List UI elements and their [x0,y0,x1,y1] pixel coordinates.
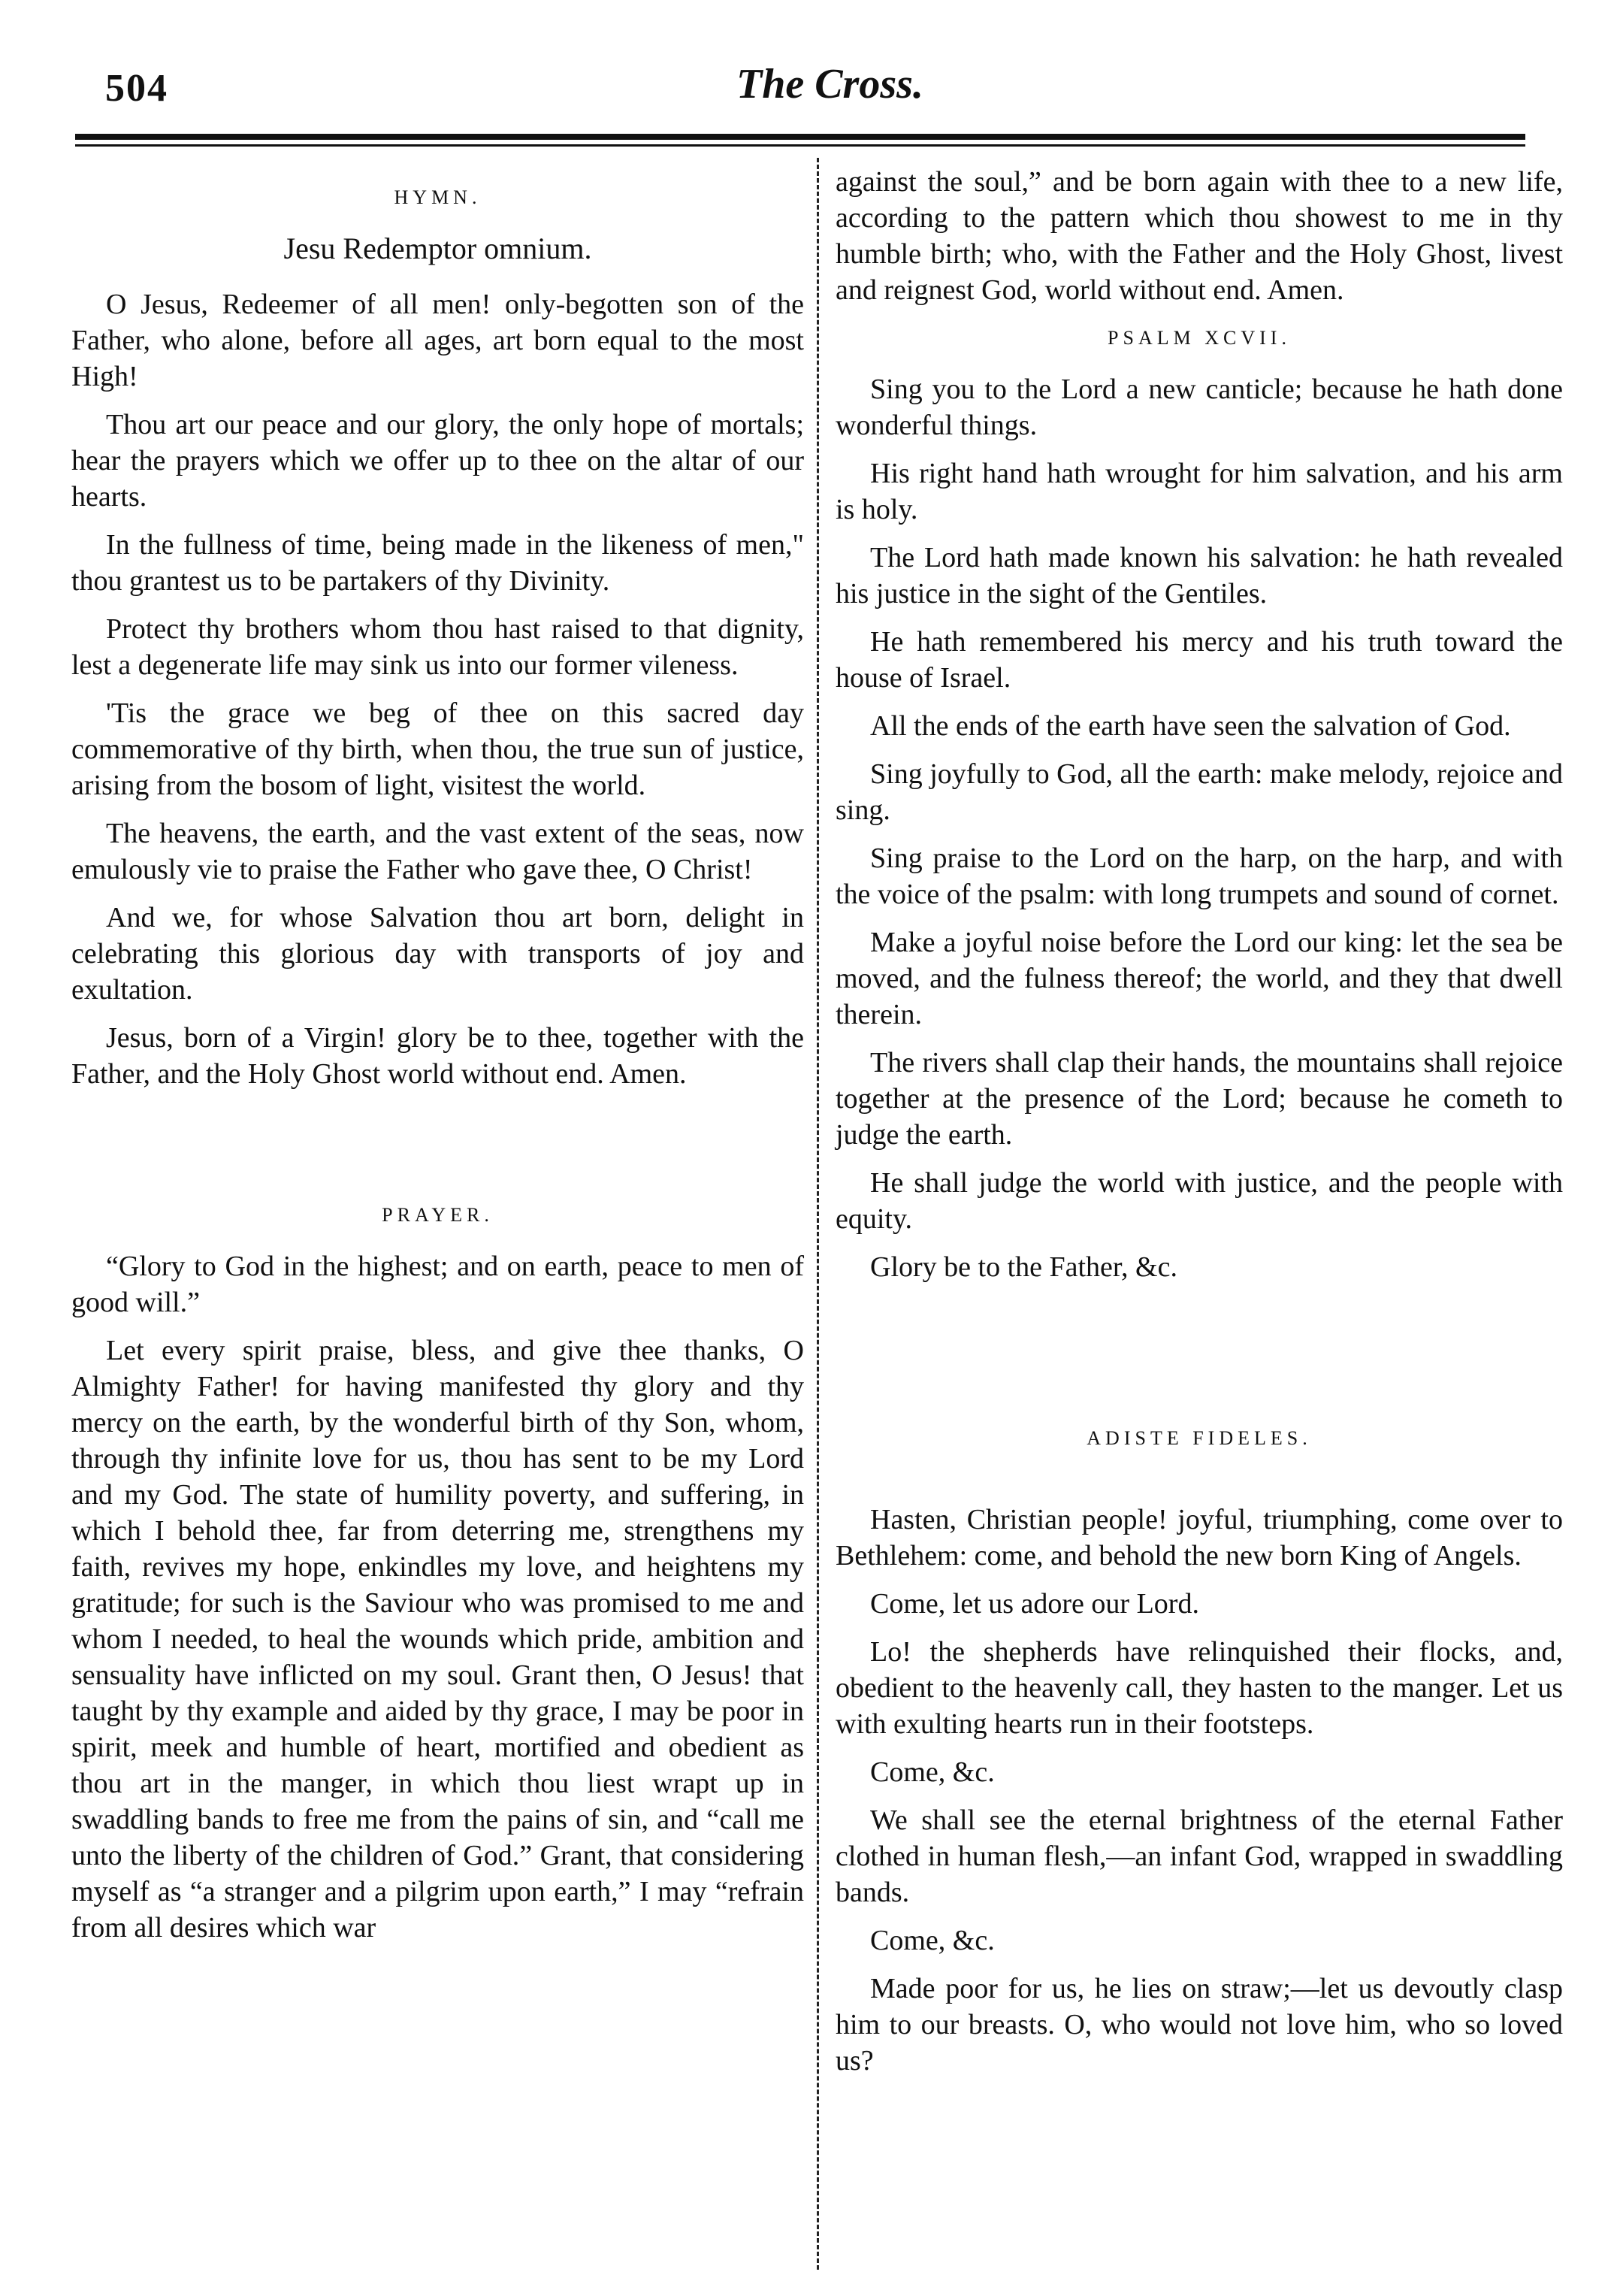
psalm-verse: The Lord hath made known his salvation: he hath revealed his justice in the sight of the Gentiles. [836,542,1563,610]
psalm-verse: All the ends of the earth have seen the salvation of God. [870,710,1511,742]
psalm-verse: Make a joyful noise before the Lord our king: let the sea be moved, and the fulness thereof; the world, and they that dwell therein. [836,927,1563,1030]
psalm-verse: Glory be to the Father, &c. [870,1251,1177,1283]
psalm-verse: His right hand hath wrought for him salvation, and his arm is holy. [836,458,1563,525]
hymn-paragraph: And we, for whose Salvation thou art born, delight in celebrating this glorious day with transports of joy and exultation. [71,902,804,1006]
adeste-heading: ADISTE FIDELES. [1087,1427,1312,1449]
hymn-paragraph: Protect thy brothers whom thou hast raised to that dignity, lest a degenerate life may sink us into our former vileness. [71,613,804,681]
adeste-verse: Come, &c. [870,1925,995,1956]
adeste-verse: Made poor for us, he lies on straw;—let us devoutly clasp him to our breasts. O, who would not love him, who so loved us? [836,1973,1563,2077]
adeste-verse: Hasten, Christian people! joyful, triumphing, come over to Bethlehem: come, and behold the new born King of Angels. [836,1504,1563,1572]
page-header [60,53,1563,113]
header-rule [75,134,1525,147]
prayer-paragraph: “Glory to God in the highest; and on earth, peace to men of good will.” [71,1251,804,1318]
page-number: 504 [105,67,168,110]
adeste-verse: Come, &c. [870,1756,995,1788]
prayer-heading: PRAYER. [382,1204,494,1226]
psalm-verse: He shall judge the world with justice, and the people with equity. [836,1167,1563,1235]
hymn-heading: HYMN. [394,186,482,208]
hymn-paragraph: 'Tis the grace we beg of thee on this sacred day commemorative of thy birth, when thou, the true sun of justice, arising from the bosom of light, visitest the world. [71,697,804,801]
psalm-verse: Sing praise to the Lord on the harp, on the harp, and with the voice of the psalm: with long trumpets and sound of cornet. [836,842,1563,910]
psalm-verse: The rivers shall clap their hands, the mountains shall rejoice together at the presence of the Lord; because he cometh to judge the earth. [836,1047,1563,1151]
psalm-heading: PSALM XCVII. [1108,327,1291,349]
hymn-paragraph: In the fullness of time, being made in the likeness of men," thou grantest us to be partakers of thy Divinity. [71,529,804,597]
left-column [71,169,804,1958]
hymn-subtitle: Jesu Redemptor omnium. [283,231,592,265]
psalm-verse: He hath remembered his mercy and his truth toward the house of Israel. [836,626,1563,694]
prayer-paragraph: Let every spirit praise, bless, and give thee thanks, O Almighty Father! for having manifested thy glory and thy mercy on the earth, by the wonderful birth of thy Son, whom, through thy infinite love for us, thou has sent to be my Lord and my God. The state of humility poverty, and suffering, in which I behold thee, far from deterring me, strengthens my faith, revives my hope, enkindles my love, and heightens my gratitude; for such is the Saviour who was promised to me and whom I needed, to heal the wounds which pride, ambition and sensuality have inflicted on my soul. Grant then, O Jesus! that taught by thy example and aided by thy grace, I may be poor in spirit, meek and humble of heart, mortified and obedient as thou art in the manger, in which thou liest wrapt up in swaddling bands to free me from the pains of sin, and “call me unto the liberty of the children of God.” Grant, that considering myself as “a stranger and a pilgrim upon earth,” I may “refrain from all desires which war [71,1335,804,1944]
psalm-verse: Sing joyfully to God, all the earth: make melody, rejoice and sing. [836,758,1563,826]
psalm-verse: Sing you to the Lord a new canticle; because he hath done wonderful things. [836,374,1563,441]
right-column [836,164,1563,2091]
adeste-verse: Lo! the shepherds have relinquished their flocks, and, obedient to the heavenly call, they hasten to the manger. Let us with exulting hearts run in their footsteps. [836,1636,1563,1740]
running-title: The Cross. [736,61,923,107]
hymn-paragraph: The heavens, the earth, and the vast extent of the seas, now emulously vie to praise the Father who gave thee, O Christ! [71,818,804,885]
hymn-paragraph: Thou art our peace and our glory, the only hope of mortals; hear the prayers which we offer up to thee on the altar of our hearts. [71,409,804,513]
column-divider [817,158,819,2270]
prayer-continuation: against the soul,” and be born again with thee to a new life, according to the pattern which thou showest to me in thy humble birth; who, with the Father and the Holy Ghost, livest and reignest God, world without end. Amen. [836,166,1563,306]
adeste-verse: Come, let us adore our Lord. [870,1588,1199,1620]
adeste-verse: We shall see the eternal brightness of the eternal Father clothed in human flesh,—an infant God, wrapped in swaddling bands. [836,1804,1563,1908]
hymn-paragraph: O Jesus, Redeemer of all men! only-begotten son of the Father, who alone, before all ages, art born equal to the most High! [71,289,804,392]
hymn-paragraph: Jesus, born of a Virgin! glory be to thee, together with the Father, and the Holy Ghost world without end. Amen. [71,1022,804,1090]
